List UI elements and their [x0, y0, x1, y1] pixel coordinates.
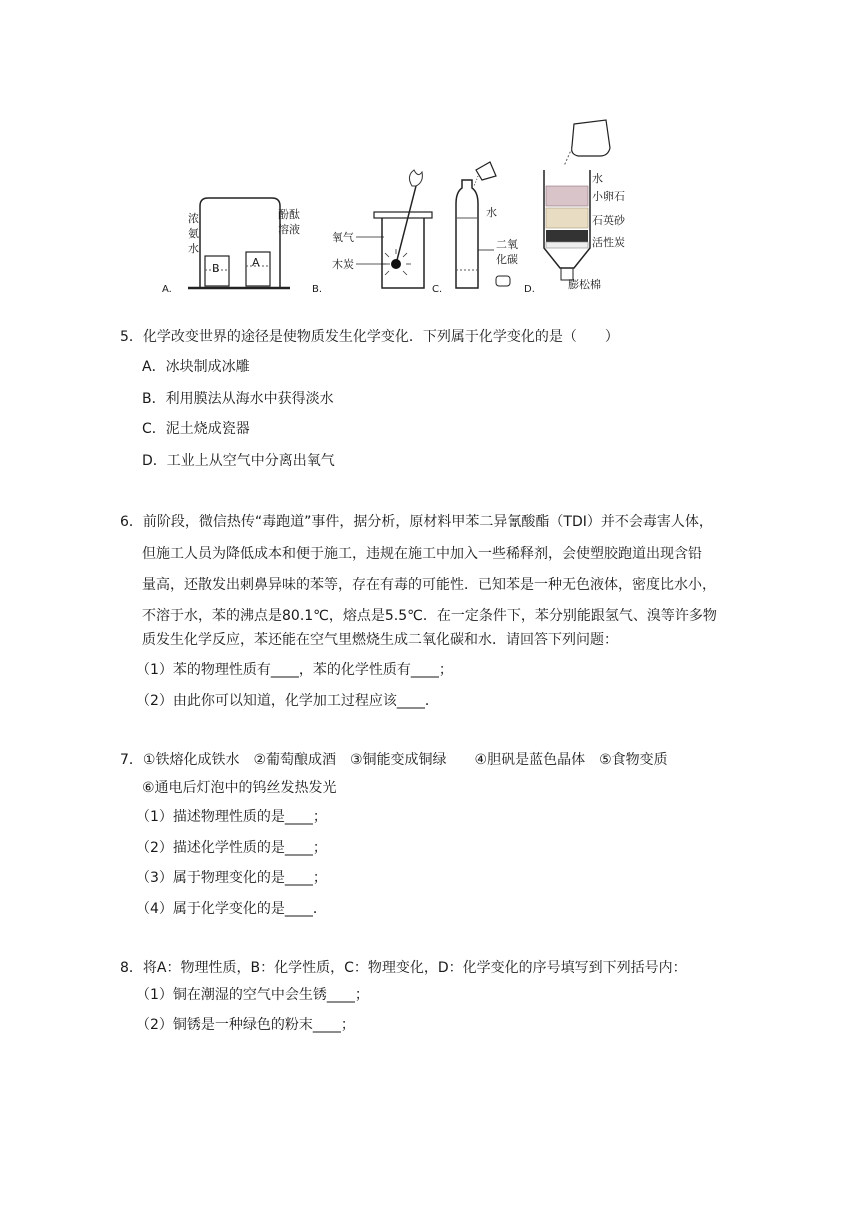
label-d: D.: [524, 284, 535, 293]
q5-option-b[interactable]: B．利用膜法从海水中获得淡水: [142, 391, 334, 407]
apparatus-d: [524, 120, 626, 293]
apparatus-c: [432, 162, 518, 293]
q7-sub-1: （1）描述物理性质的是____；: [136, 809, 327, 825]
q5-stem: 5．化学改变世界的途径是使物质发生化学变化．下列属于化学变化的是（ ）: [120, 329, 619, 345]
q6-line-5: 质发生化学反应，苯还能在空气里燃烧生成二氧化碳和水．请回答下列问题：: [142, 632, 618, 648]
experiment-diagram: [160, 118, 640, 293]
carbon-label: 活性炭: [592, 236, 625, 249]
q6-line-3: 量高，还散发出刺鼻异味的苯等，存在有毒的可能性．已知苯是一种无色液体，密度比水小，: [142, 577, 716, 593]
co2-label-2: 化碳: [496, 253, 518, 266]
q7-sub-2: （2）描述化学性质的是____；: [136, 840, 327, 856]
quartz-label: 石英砂: [592, 214, 625, 227]
label-a: A.: [162, 284, 172, 293]
q5-option-a[interactable]: A．冰块制成冰雕: [142, 359, 250, 375]
experiment-figure: [160, 118, 640, 293]
phenol-1: 酚酞: [278, 208, 300, 221]
water-d-label: 水: [592, 172, 603, 185]
q7-line-2: ⑥通电后灯泡中的钨丝发热发光: [142, 780, 337, 796]
cotton-label: 膨松棉: [568, 278, 601, 291]
apparatus-a: [162, 198, 300, 293]
q7-line-1: 7．①铁熔化成铁水 ②葡萄酿成酒 ③铜能变成铜绿 ④胆矾是蓝色晶体 ⑤食物变质: [120, 752, 668, 768]
label-c: C.: [432, 284, 443, 293]
beaker-a-label: A: [252, 256, 260, 269]
oxygen-label: 氧气: [332, 231, 354, 244]
q6-line-1: 6．前阶段，微信热传“毒跑道”事件，据分析，原材料甲苯二异氰酸酯（TDI）并不会毒害人体，: [120, 514, 713, 530]
q7-sub-4: （4）属于化学变化的是____．: [136, 901, 327, 917]
q6-line-2: 但施工人员为降低成本和便于施工，违规在施工中加入一些稀释剂，会使塑胶跑道出现含铅: [142, 546, 702, 562]
beaker-b-label: B: [212, 262, 220, 275]
q8-sub-2: （2）铜锈是一种绿色的粉末____；: [136, 1017, 355, 1033]
q5-option-d[interactable]: D．工业上从空气中分离出氧气: [142, 453, 335, 469]
phenol-2: 溶液: [278, 223, 300, 236]
label-b: B.: [312, 284, 323, 293]
q6-sub-1: （1）苯的物理性质有____，苯的化学性质有____；: [136, 662, 453, 678]
ammonia-2: 氨: [188, 227, 199, 240]
ammonia-1: 浓: [188, 212, 199, 225]
ammonia-3: 水: [188, 242, 199, 255]
water-c-label: 水: [486, 206, 497, 219]
q8-sub-1: （1）铜在潮湿的空气中会生锈____；: [136, 987, 369, 1003]
apparatus-b: [312, 170, 432, 293]
q6-sub-2: （2）由此你可以知道，化学加工过程应该____．: [136, 693, 439, 709]
q5-option-c[interactable]: C．泥土烧成瓷器: [142, 421, 250, 437]
q6-line-4: 不溶于水，苯的沸点是80.1℃，熔点是5.5℃．在一定条件下，苯分别能跟氢气、溴等许多物: [142, 608, 717, 624]
charcoal-label: 木炭: [332, 258, 354, 271]
co2-label-1: 二氧: [496, 238, 518, 251]
pebble-label: 小卵石: [592, 190, 625, 203]
q8-line-1: 8．将A：物理性质，B：化学性质，C：物理变化，D：化学变化的序号填写到下列括号内：: [120, 960, 687, 976]
q7-sub-3: （3）属于物理变化的是____；: [136, 870, 327, 886]
